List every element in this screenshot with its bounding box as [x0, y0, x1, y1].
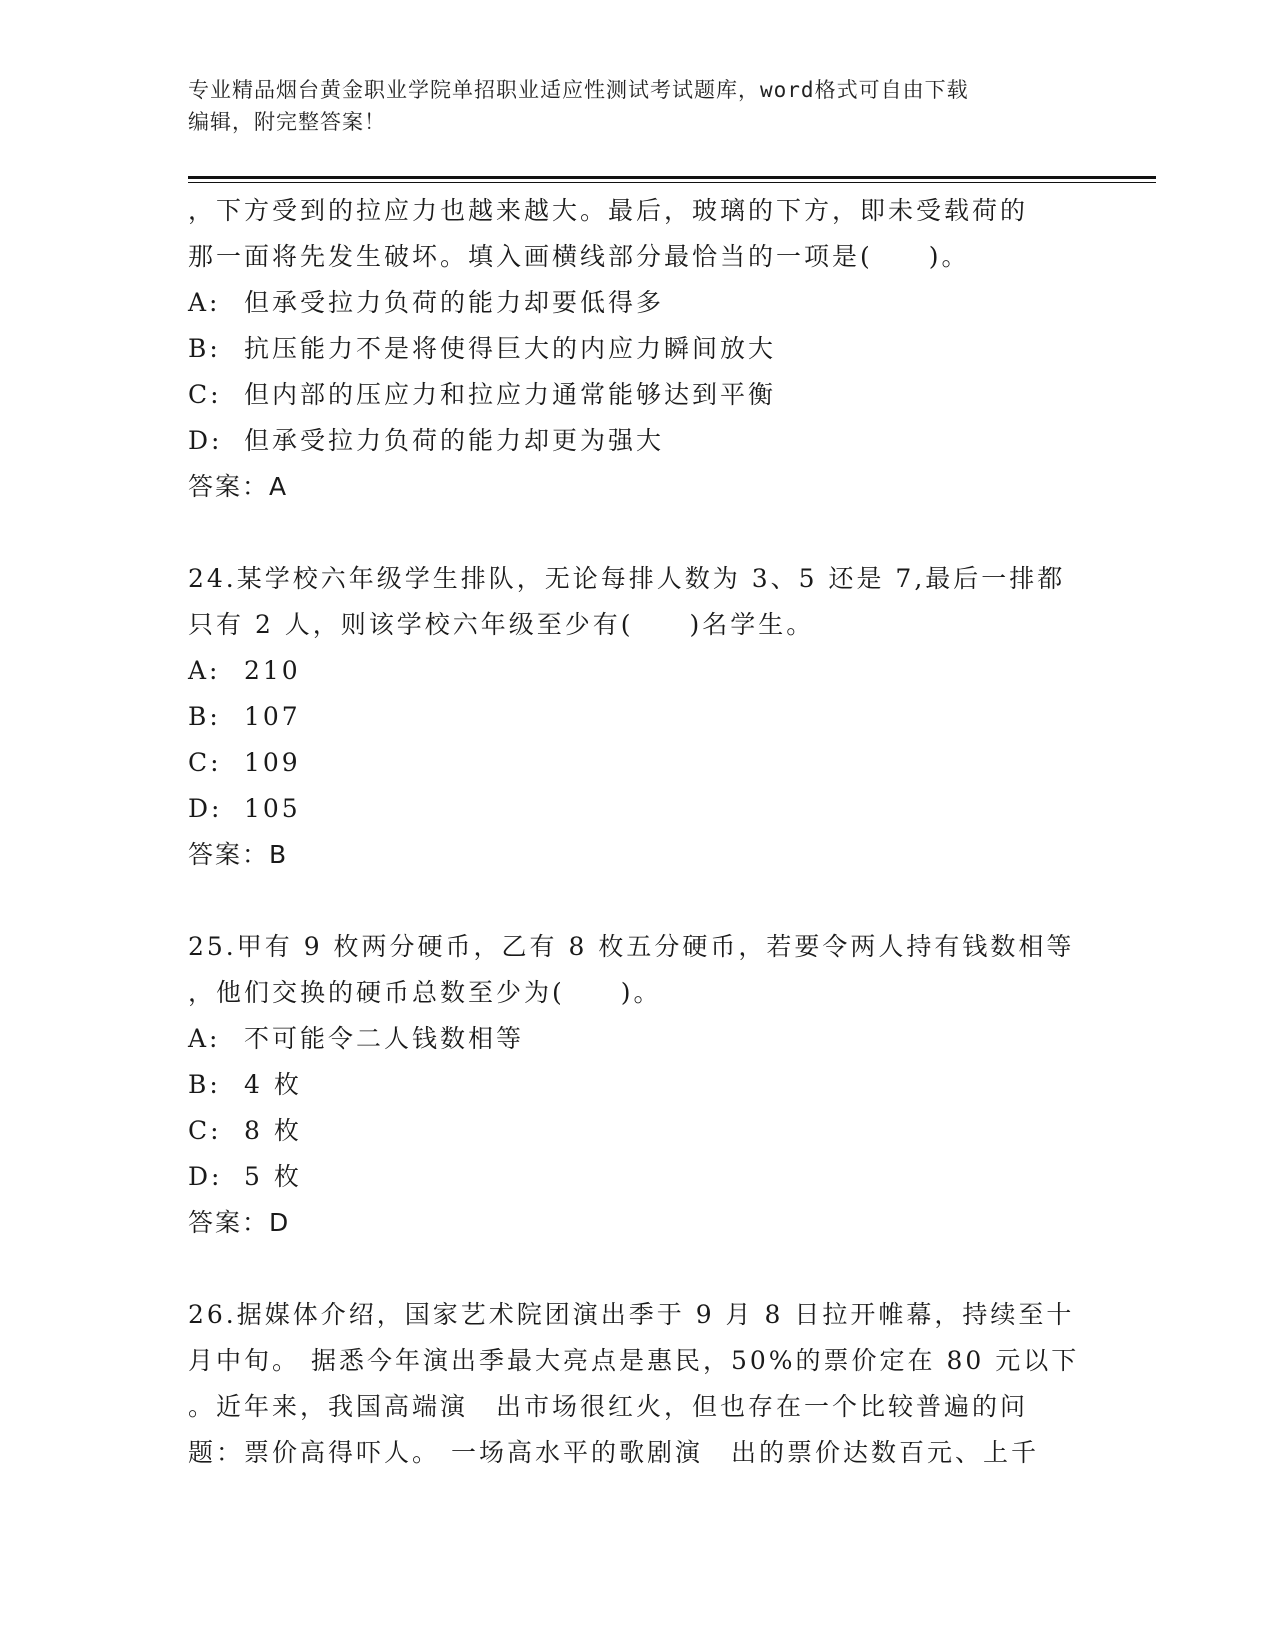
- question-text-line: 题：票价高得吓人。 一场高水平的歌剧演 出的票价达数百元、上千: [188, 1438, 1039, 1467]
- option-text: 抗压能力不是将使得巨大的内应力瞬间放大: [244, 334, 777, 363]
- option-text: 但承受拉力负荷的能力却更为强大: [244, 426, 665, 455]
- option-letter: C:: [188, 1116, 222, 1145]
- header-divider-thick: [188, 176, 1156, 179]
- question-text-line: 那一面将先发生破坏。填入画横线部分最恰当的一项是( )。: [188, 242, 970, 271]
- answer-line: 答案：B: [188, 840, 289, 869]
- option-text: 5 枚: [244, 1162, 302, 1191]
- answer-line: 答案：A: [188, 472, 289, 501]
- option-d: [188, 1154, 1078, 1200]
- option-text: 8 枚: [244, 1116, 302, 1145]
- option-a: [188, 1016, 1078, 1062]
- option-text: 210: [244, 656, 301, 685]
- option-letter: D:: [188, 426, 223, 455]
- answer-line: 答案：D: [188, 1208, 291, 1237]
- spacer: [188, 1246, 1078, 1292]
- option-letter: A:: [188, 288, 221, 317]
- question-text-line: ，他们交换的硬币总数至少为( )。: [188, 978, 662, 1007]
- option-text: 109: [244, 748, 301, 777]
- option-c: [188, 740, 1078, 786]
- question-content: [188, 188, 1078, 1476]
- spacer: [188, 878, 1078, 924]
- page-header: [188, 74, 1068, 138]
- option-text: 但承受拉力负荷的能力却要低得多: [244, 288, 665, 317]
- option-c: [188, 1108, 1078, 1154]
- option-letter: B:: [188, 702, 221, 731]
- option-letter: D:: [188, 1162, 223, 1191]
- option-letter: A:: [188, 1024, 221, 1053]
- question-24: [188, 556, 1078, 878]
- option-letter: C:: [188, 748, 222, 777]
- option-text: 不可能令二人钱数相等: [244, 1024, 525, 1053]
- header-line-1: 专业精品烟台黄金职业学院单招职业适应性测试考试题库，word格式可自由下载: [188, 78, 969, 102]
- header-divider-thin: [188, 182, 1156, 183]
- question-text-line: 24.某学校六年级学生排队，无论每排人数为 3、5 还是 7,最后一排都: [188, 564, 1066, 593]
- option-b: [188, 1062, 1078, 1108]
- question-text-line: 。近年来，我国高端演 出市场很红火，但也存在一个比较普遍的问: [188, 1392, 1029, 1421]
- option-text: 107: [244, 702, 301, 731]
- option-a: [188, 280, 1078, 326]
- option-letter: C:: [188, 380, 222, 409]
- question-text-line: 25.甲有 9 枚两分硬币，乙有 8 枚五分硬币，若要令两人持有钱数相等: [188, 932, 1075, 961]
- question-text-line: 月中旬。 据悉今年演出季最大亮点是惠民，50%的票价定在 80 元以下: [188, 1346, 1080, 1375]
- option-d: [188, 786, 1078, 832]
- question-25: [188, 924, 1078, 1246]
- option-d: [188, 418, 1078, 464]
- question-text-line: ，下方受到的拉应力也越来越大。最后，玻璃的下方，即未受载荷的: [188, 196, 1029, 225]
- option-text: 但内部的压应力和拉应力通常能够达到平衡: [244, 380, 777, 409]
- option-b: [188, 694, 1078, 740]
- spacer: [188, 510, 1078, 556]
- question-26: [188, 1292, 1078, 1476]
- header-line-2: 编辑，附完整答案！: [188, 110, 386, 134]
- option-a: [188, 648, 1078, 694]
- option-letter: D:: [188, 794, 223, 823]
- question-text-line: 只有 2 人，则该学校六年级至少有( )名学生。: [188, 610, 815, 639]
- option-letter: B:: [188, 1070, 221, 1099]
- option-text: 105: [244, 794, 301, 823]
- option-letter: A:: [188, 656, 221, 685]
- option-letter: B:: [188, 334, 221, 363]
- option-c: [188, 372, 1078, 418]
- question-23: [188, 188, 1078, 510]
- option-b: [188, 326, 1078, 372]
- option-text: 4 枚: [244, 1070, 302, 1099]
- question-text-line: 26.据媒体介绍，国家艺术院团演出季于 9 月 8 日拉开帷幕，持续至十: [188, 1300, 1075, 1329]
